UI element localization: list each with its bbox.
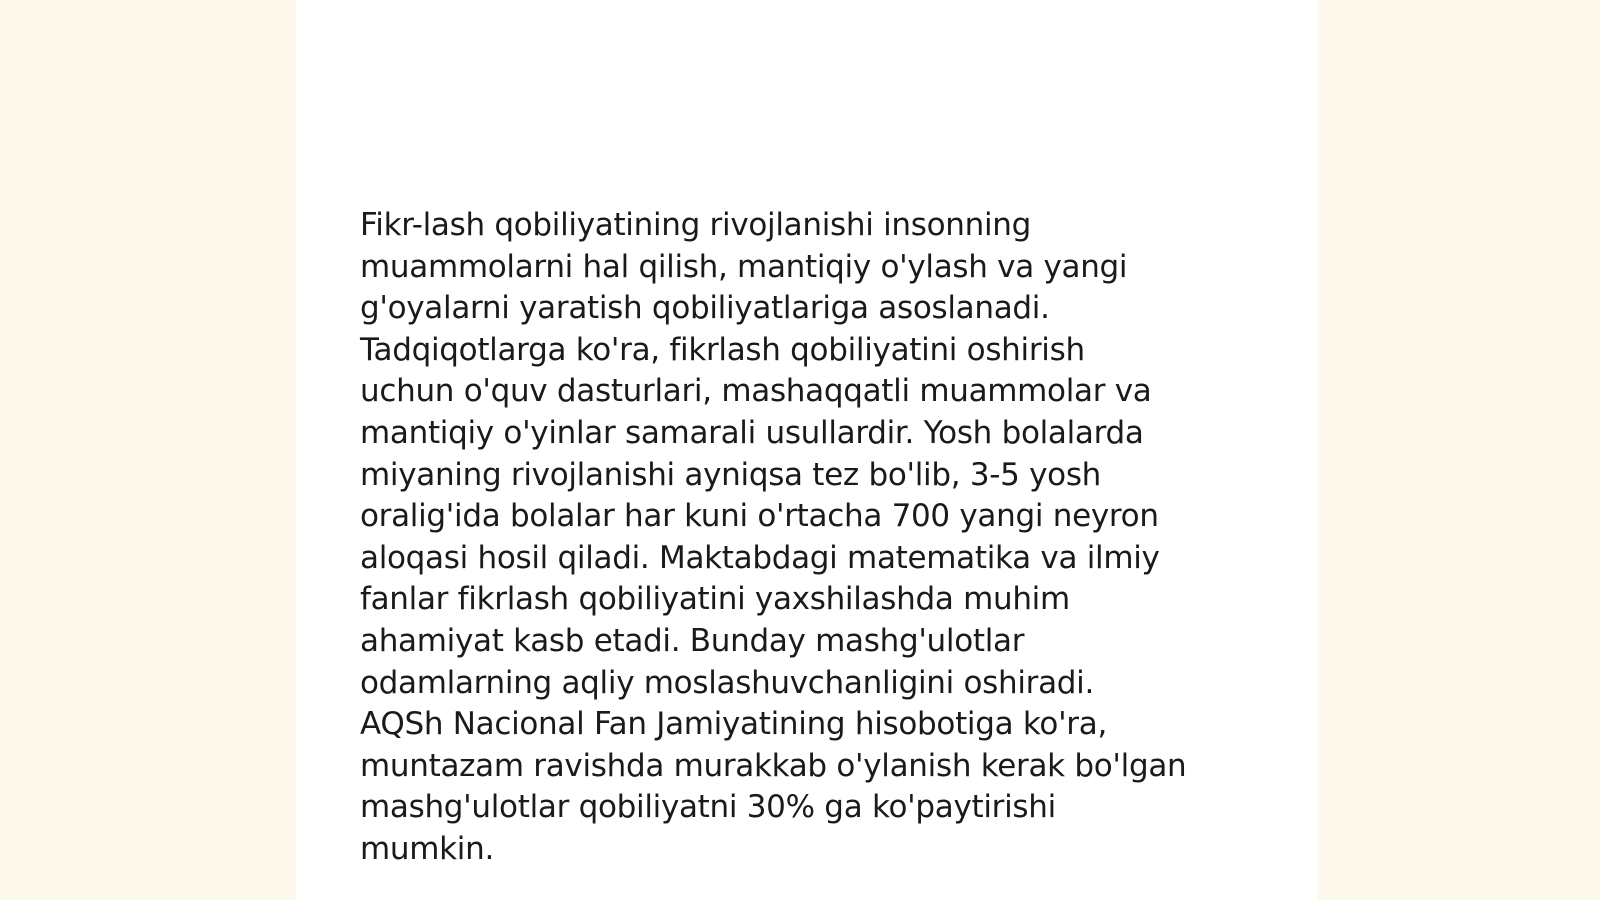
text-line: fanlar fikrlash qobiliyatini yaxshilashda muhim [360, 581, 1070, 618]
text-line: mumkin. [360, 830, 495, 867]
text-line: oralig'ida bolalar har kuni o'rtacha 700 yangi neyron [360, 498, 1159, 535]
page-sheet [296, 0, 1318, 900]
text-line: muntazam ravishda murakkab o'ylanish kerak bo'lgan [360, 747, 1187, 784]
text-line: ahamiyat kasb etadi. Bunday mashg'ulotlar [360, 622, 1025, 659]
text-line: mantiqiy o'yinlar samarali usullardir. Yosh bolalarda [360, 414, 1144, 451]
text-line: aloqasi hosil qiladi. Maktabdagi matematika va ilmiy [360, 539, 1160, 576]
text-line: Fikr-lash qobiliyatining rivojlanishi insonning [360, 207, 1031, 243]
text-line: AQSh Nacional Fan Jamiyatining hisobotiga ko'ra, [360, 706, 1107, 743]
text-line: mashg'ulotlar qobiliyatni 30% ga ko'paytirishi [360, 789, 1056, 826]
text-line: miyaning rivojlanishi ayniqsa tez bo'lib, 3-5 yosh [360, 456, 1102, 493]
text-line: uchun o'quv dasturlari, mashaqqatli muammolar va [360, 373, 1152, 410]
text-line: odamlarning aqliy moslashuvchanligini oshiradi. [360, 664, 1095, 701]
text-line: muammolarni hal qilish, mantiqiy o'ylash va yangi [360, 248, 1128, 285]
body-paragraph [360, 205, 1260, 871]
text-line: g'oyalarni yaratish qobiliyatlariga asoslanadi. [360, 290, 1050, 327]
text-line: Tadqiqotlarga ko'ra, fikrlash qobiliyatini oshirish [360, 331, 1085, 368]
